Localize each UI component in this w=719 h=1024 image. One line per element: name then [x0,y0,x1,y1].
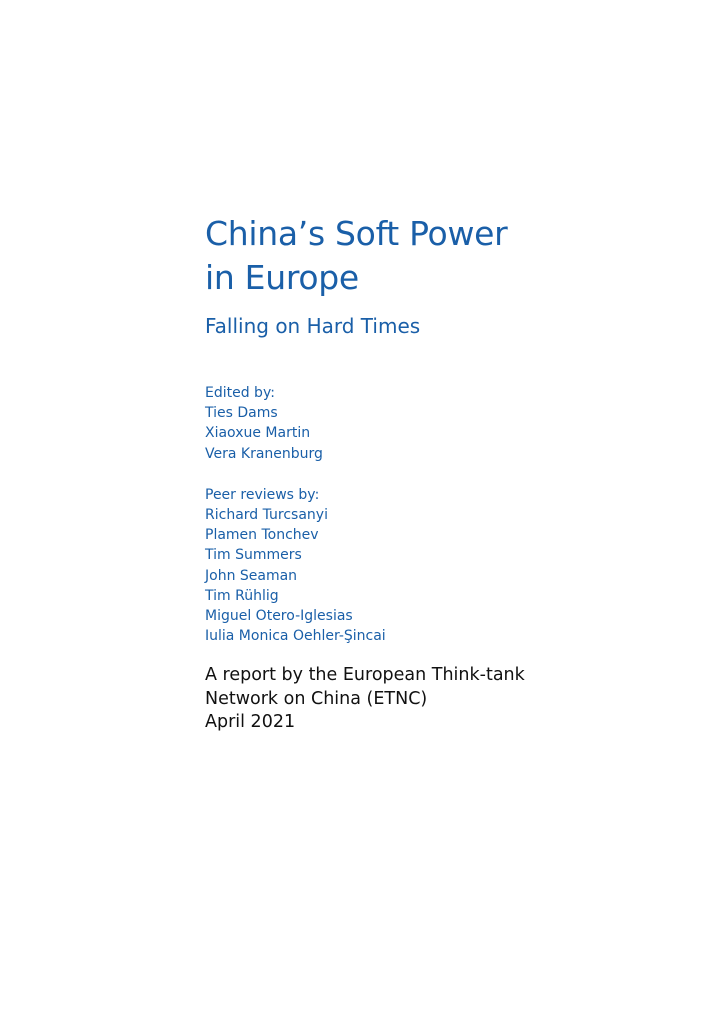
editor-name: Xiaoxue Martin [205,425,311,442]
reviewers-section [205,485,685,647]
title-line-2: in Europe [205,258,359,297]
reviewer-name: Tim Rühlig [205,587,279,604]
report-publisher-line-1: A report by the European Think-tank [205,665,525,686]
report-date: April 2021 [205,712,296,733]
editors-section [205,383,685,464]
reviewer-name: Richard Turcsanyi [205,507,328,524]
editor-name: Vera Kranenburg [205,445,323,462]
report-title [205,212,685,300]
cover-content [205,212,685,735]
reviewer-name: Iulia Monica Oehler-Şincai [205,628,386,645]
report-info [205,664,685,735]
reviewer-name: Plamen Tonchev [205,527,319,544]
reviewer-name: Tim Summers [205,547,302,564]
reviewer-name: John Seaman [205,567,298,584]
editors-heading: Edited by: [205,385,275,401]
reviewers-heading: Peer reviews by: [205,486,320,503]
report-subtitle: Falling on Hard Times [205,314,421,338]
title-line-1: China’s Soft Power [205,214,508,253]
reviewer-name: Miguel Otero-Iglesias [205,608,353,625]
editor-name: Ties Dams [205,405,278,422]
report-publisher-line-2: Network on China (ETNC) [205,688,428,709]
